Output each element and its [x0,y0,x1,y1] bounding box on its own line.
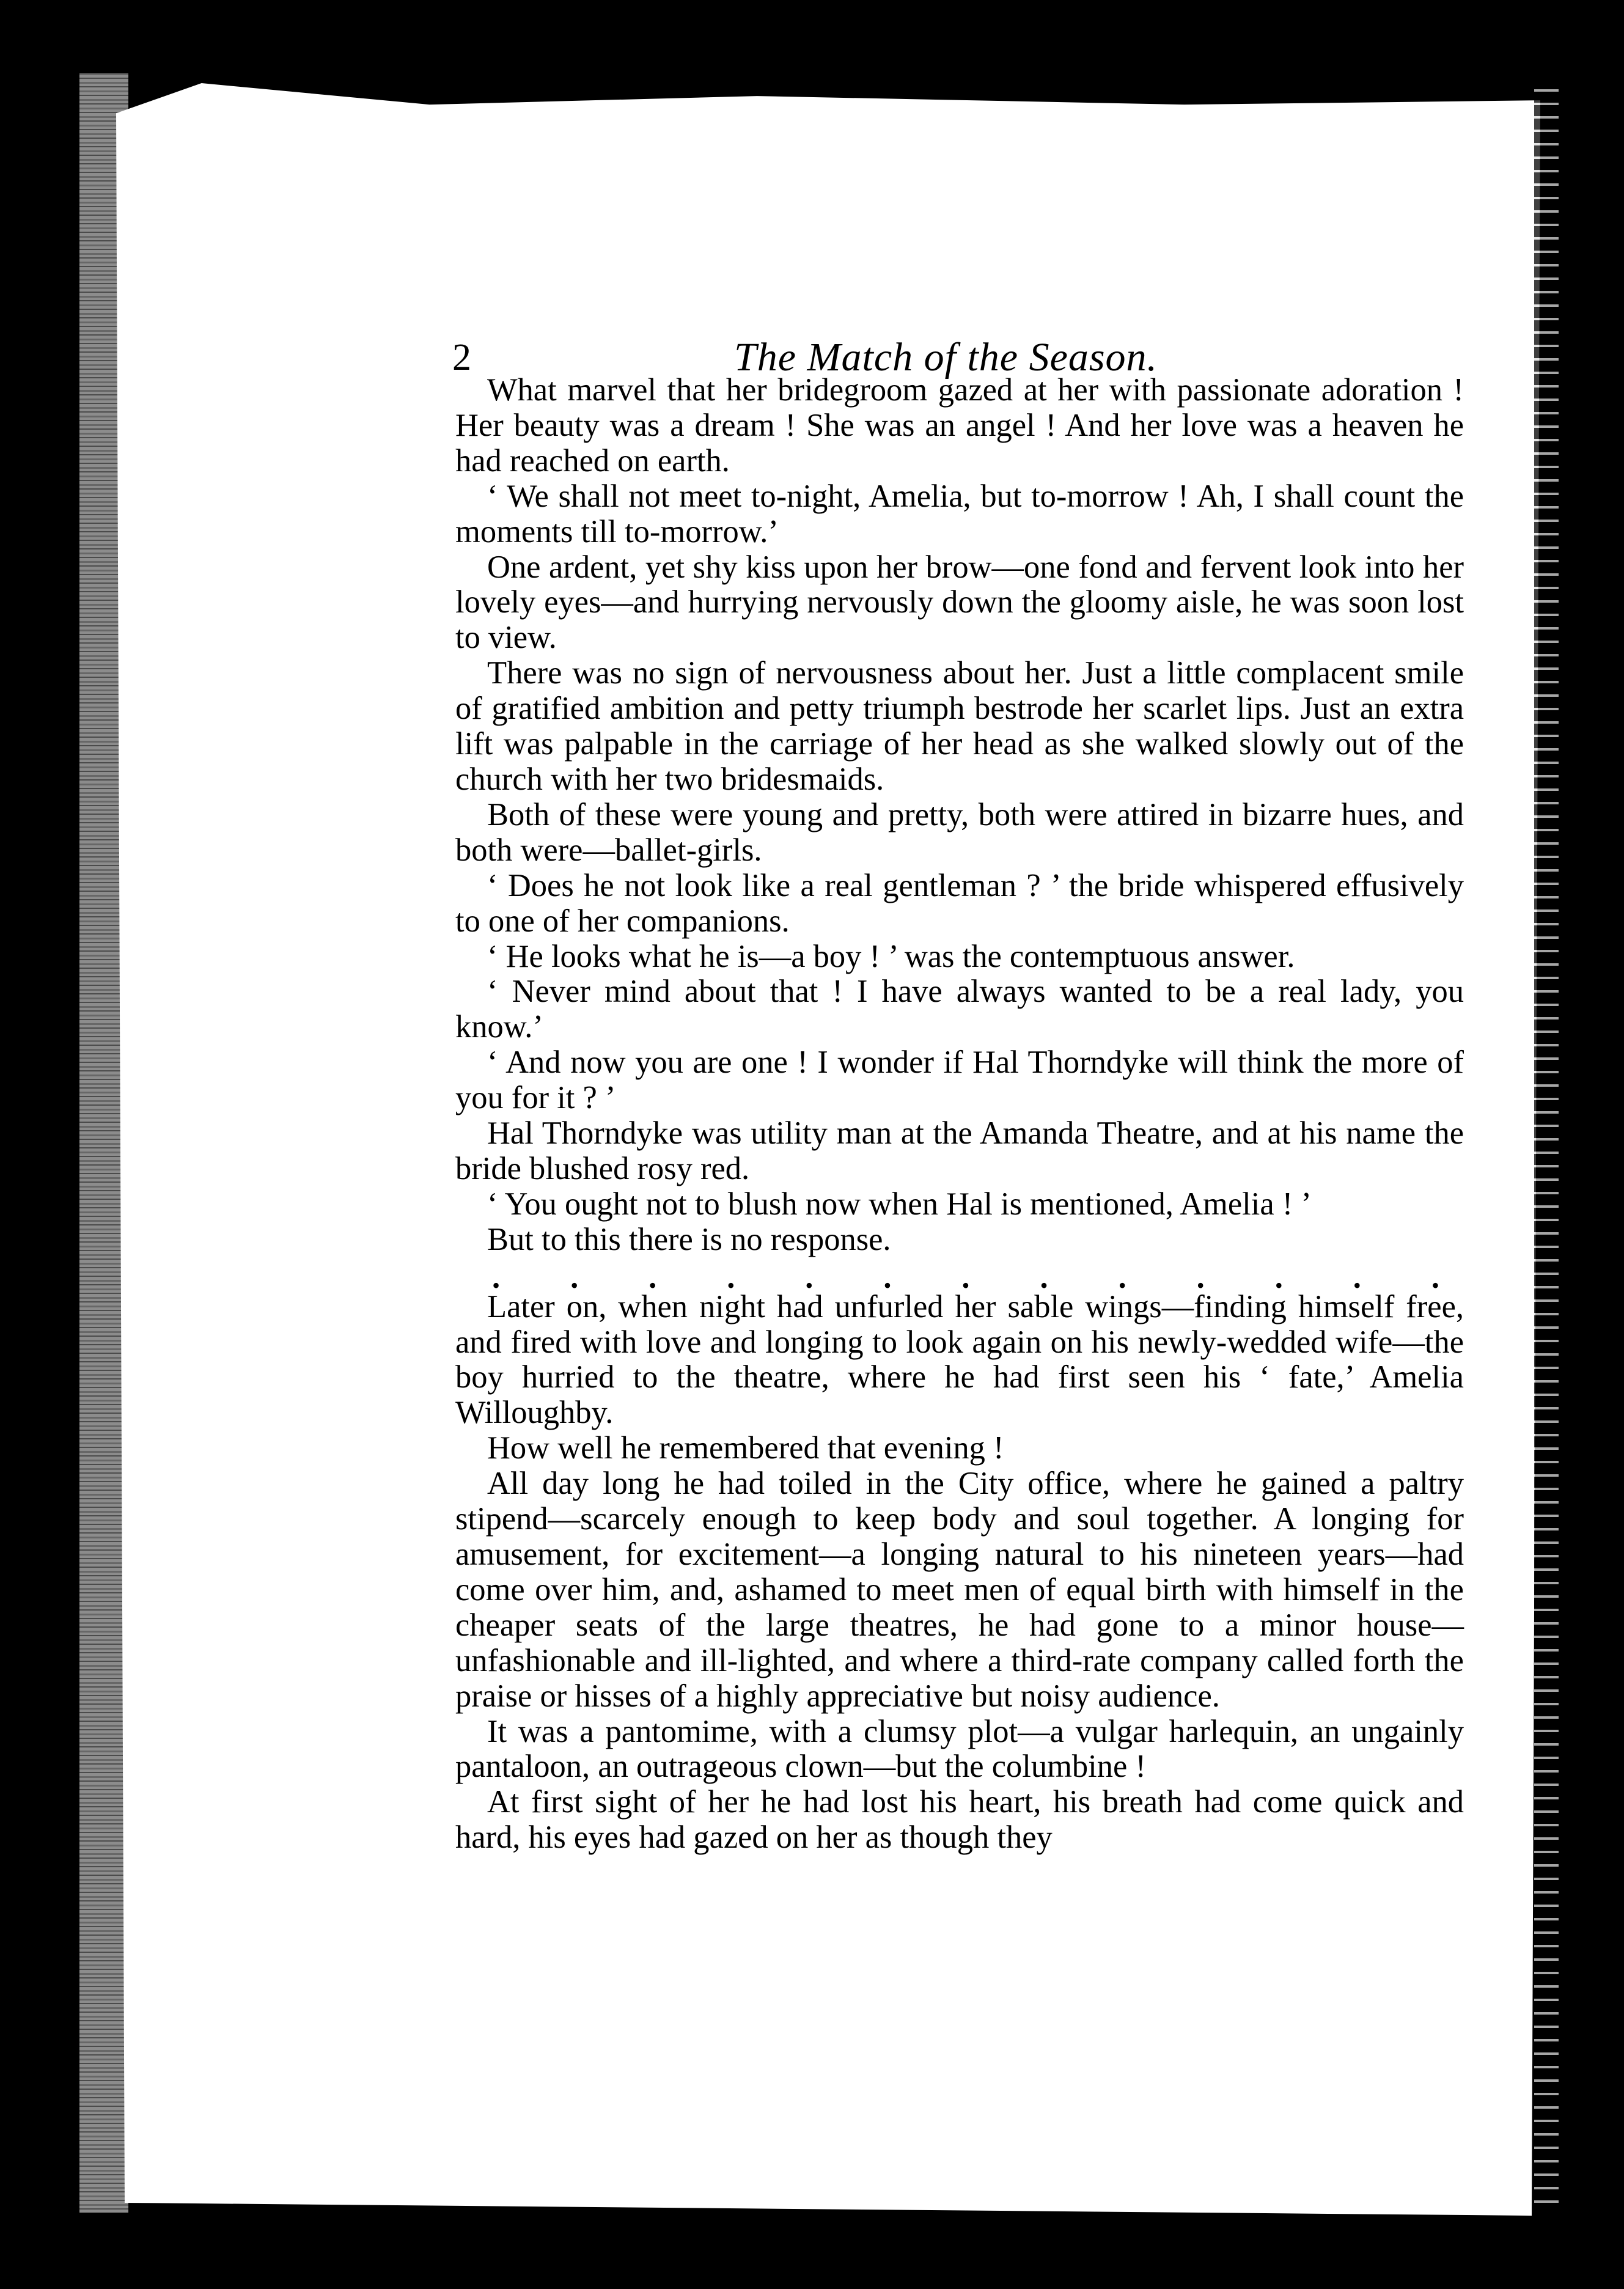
paragraph: At first sight of her he had lost his heart, his breath had come quick and hard, his eyes had gazed on her as though they [455,1784,1464,1856]
paragraph: ‘ Does he not look like a real gentleman ? ’ the bride whispered effusively to one of her companions. [455,867,1464,939]
paragraph: What marvel that her bridegroom gazed at her with passionate adoration ! Her beauty was a dream ! She was an angel ! And her love was a heaven he had reached on earth. [455,372,1464,479]
section-break: . . . . . . . . . . . . . [492,1259,1439,1295]
paragraph: ‘ We shall not meet to-night, Amelia, but to-morrow ! Ah, I shall count the moments till to-morrow.’ [455,478,1464,549]
paragraph: ‘ And now you are one ! I wonder if Hal Thorndyke will think the more of you for it ? ’ [455,1045,1464,1116]
paragraph: It was a pantomime, with a clumsy plot—a vulgar harlequin, an ungainly pantaloon, an outrageous clown—but the columbine ! [455,1713,1464,1785]
page-number: 2 [452,336,471,378]
paragraph: Hal Thorndyke was utility man at the Amanda Theatre, and at his name the bride blushed rosy red. [455,1115,1464,1186]
paragraph: Both of these were young and pretty, both were attired in bizarre hues, and both were—ballet-girls. [455,796,1464,868]
paragraph: All day long he had toiled in the City office, where he gained a paltry stipend—scarcely enough to keep body and soul together. A longing for amusement, for excitement—a longing natural to his nineteen years—had come over him, and, ashamed to meet men of equal birth with himself in the cheaper seats of the large theatres, he had gone to a minor house—unfashionable and ill-lighted, and where a third-rate company called forth the praise or hisses of a highly appreciative but noisy audience. [455,1466,1464,1714]
scan-right-edge [1534,86,1559,2213]
paragraph: ‘ You ought not to blush now when Hal is mentioned, Amelia ! ’ [487,1186,1312,1222]
paragraph: ‘ Never mind about that ! I have always wanted to be a real lady, you know.’ [455,974,1464,1045]
paragraph: ‘ He looks what he is—a boy ! ’ was the contemptuous answer. [487,938,1295,974]
paragraph: But to this there is no response. [487,1221,891,1257]
paragraph: There was no sign of nervousness about her. Just a little complacent smile of gratified ambition and petty triumph bestrode her scarlet lips. Just an extra lift was palpable in the carriage of her head as she walked slowly out of the church with her two bridesmaids. [455,655,1464,797]
paragraph: How well he remembered that evening ! [487,1430,1004,1466]
paragraph: One ardent, yet shy kiss upon her brow—one fond and fervent look into her lovely eyes—and hurrying nervously down the gloomy aisle, he was soon lost to view. [455,549,1464,656]
paragraph: Later on, when night had unfurled her sable wings—finding himself free, and fired with love and longing to look again on his newly-wedded wife—the boy hurried to the theatre, where he had first seen his ‘ fate,’ Amelia Willoughby. [455,1288,1464,1431]
body-text [455,373,1464,1856]
running-title: The Match of the Season. [734,335,1158,380]
